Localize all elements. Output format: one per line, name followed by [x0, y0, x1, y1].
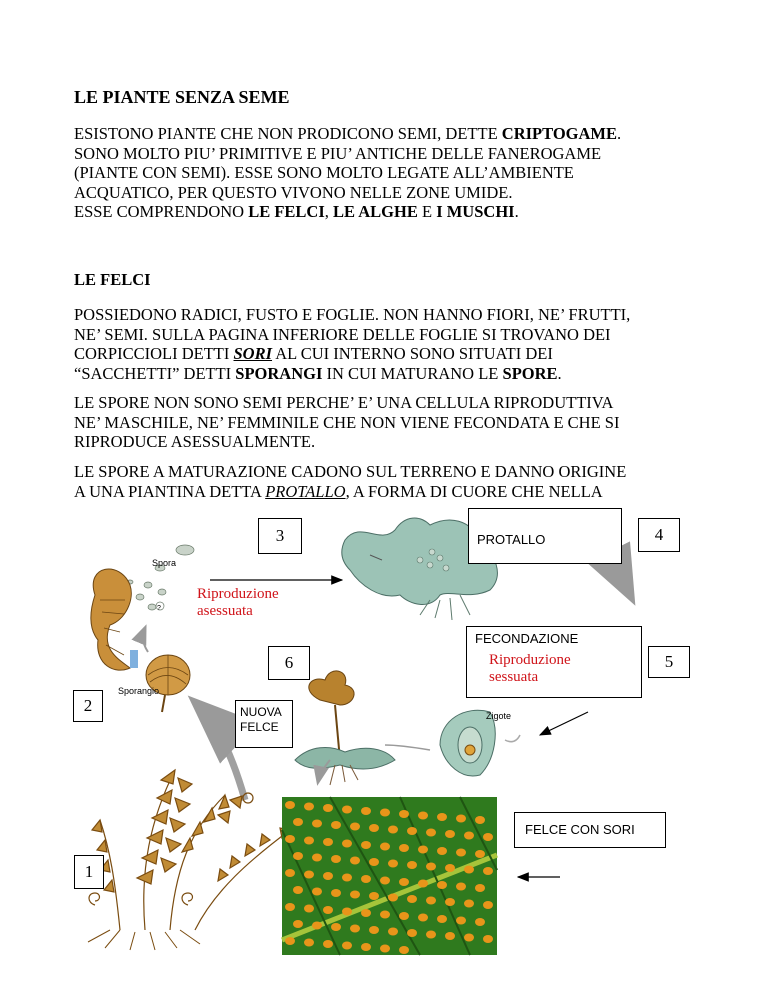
sorus-dot [380, 877, 390, 885]
sorus-dot [331, 889, 341, 897]
zygote-arrow [505, 735, 520, 742]
arrow-sporangium-to-spore [143, 628, 148, 652]
sorus-dot [399, 810, 409, 818]
sorus-dot [312, 820, 322, 828]
sorus-dot [304, 803, 314, 811]
sorus-dot [342, 840, 352, 848]
sorus-dot [426, 897, 436, 905]
sorus-dot [312, 922, 322, 930]
sorus-dot [475, 918, 485, 926]
sorus-dot [285, 869, 295, 877]
sorus-dot [426, 931, 436, 939]
sorus-dot [445, 932, 455, 940]
sorus-dot [418, 914, 428, 922]
sorus-dot [418, 846, 428, 854]
sorus-dot [456, 815, 466, 823]
sorus-dot [426, 863, 436, 871]
sorus-dot [350, 891, 360, 899]
nuova-felce-box: NUOVA FELCE [235, 700, 293, 748]
sorus-dot [293, 886, 303, 894]
felce-con-sori-box: FELCE CON SORI [514, 812, 666, 848]
sorus-dot [456, 883, 466, 891]
protallo-box: PROTALLO [468, 508, 622, 564]
sorus-dot [418, 812, 428, 820]
sorus-dot [350, 857, 360, 865]
sorus-dot [464, 832, 474, 840]
sorus-dot [323, 804, 333, 812]
sorus-dot [388, 860, 398, 868]
fecondazione-box: FECONDAZIONE Riproduzione sessuata [466, 626, 642, 698]
zigote-label: Zigote [486, 711, 512, 721]
sorus-dot [399, 912, 409, 920]
sorus-dot [418, 880, 428, 888]
sorus-dot [369, 824, 379, 832]
sorus-dot [407, 861, 417, 869]
sorus-dot [475, 816, 485, 824]
sorus-dot [380, 809, 390, 817]
sorus-dot [323, 940, 333, 948]
sorus-dot [475, 850, 485, 858]
number-box-3: 3 [258, 518, 302, 554]
young-fern-illustration [295, 671, 395, 785]
adult-fern-illustration [88, 770, 290, 950]
spora-label: Spora [152, 558, 177, 568]
sorus-dot [293, 852, 303, 860]
asexual-reproduction-label: Riproduzione asessuata [197, 586, 279, 619]
sorus-dot [445, 830, 455, 838]
sorus-dot [388, 928, 398, 936]
sorus-dot [456, 917, 466, 925]
sorus-dot [399, 946, 409, 954]
sorus-dot [304, 871, 314, 879]
sporangio-label: Sporangio [118, 686, 160, 696]
sorus-dot [361, 943, 371, 951]
sorus-dot [293, 920, 303, 928]
number-box-5: 5 [648, 646, 690, 678]
sorus-dot [483, 867, 493, 875]
page-title: LE PIANTE SENZA SEME [74, 87, 290, 107]
sorus-dot [464, 900, 474, 908]
number-box-1: 1 [74, 855, 104, 889]
sorus-dot [388, 894, 398, 902]
sorus-dot [293, 818, 303, 826]
sorus-dot [342, 806, 352, 814]
sorus-dot [285, 937, 295, 945]
sorus-dot [331, 855, 341, 863]
number-box-2: 2 [73, 690, 103, 722]
sorus-dot [380, 911, 390, 919]
sorus-dot [350, 925, 360, 933]
sorus-dot [285, 903, 295, 911]
section-heading-felci: LE FELCI [74, 270, 151, 289]
sorus-dot [399, 878, 409, 886]
arrow-protallo-to-fecondazione [590, 560, 630, 595]
sorus-dot [312, 888, 322, 896]
sorus-dot [285, 801, 295, 809]
felci-paragraph: POSSIEDONO RADICI, FUSTO E FOGLIE. NON HANNO FIORI, NE’ FRUTTI, NE’ SEMI. SULLA PAGINA INFERIORE DELLE FOGLIE SI TROVANO DEI CORPICCIOLI DETTI SORI AL CUI INTERNO SONO SITUATI DEI “SACCHETTI” DETTI SPORANGI IN CUI MATURANO LE SPORE. [74, 305, 631, 383]
sorus-dot [350, 823, 360, 831]
sorus-dot [304, 939, 314, 947]
sorus-dot [323, 838, 333, 846]
number-box-6: 6 [268, 646, 310, 680]
arrow-zygote-to-fern [385, 745, 430, 750]
sorus-dot [437, 915, 447, 923]
sorus-dot [331, 821, 341, 829]
sorus-dot [342, 908, 352, 916]
sorus-dot [464, 866, 474, 874]
question-mark: ? [157, 605, 161, 612]
sorus-dot [437, 813, 447, 821]
opened-sporangium [91, 569, 131, 670]
sorus-dot [380, 843, 390, 851]
intro-paragraph: ESISTONO PIANTE CHE NON PRODICONO SEMI, DETTE CRIPTOGAME. SONO MOLTO PIU’ PRIMITIVE E PIU’ ANTICHE DELLE FANEROGAME (PIANTE CON SEMI). ESSE SONO MOLTO LEGATE ALL’AMBIENTE ACQUATICO, PER QUESTO VIVONO NELLE ZONE UMIDE. ESSE COMPRENDONO LE FELCI, LE ALGHE E I MUSCHI. [74, 124, 622, 221]
number-box-4: 4 [638, 518, 680, 552]
sorus-dot [369, 926, 379, 934]
sorus-dot [483, 935, 493, 943]
spore-cluster [127, 545, 194, 610]
sorus-dot [445, 898, 455, 906]
sorus-dot [399, 844, 409, 852]
sorus-dot [407, 929, 417, 937]
sorus-dot [380, 945, 390, 953]
sorus-dot [426, 829, 436, 837]
closed-sporangium [146, 655, 190, 712]
sorus-dot [361, 841, 371, 849]
sorus-dot [437, 847, 447, 855]
sorus-dot [483, 901, 493, 909]
sorus-dot [361, 875, 371, 883]
sorus-dot [323, 872, 333, 880]
sorus-dot [475, 884, 485, 892]
sorus-dot [361, 807, 371, 815]
sorus-dot [437, 881, 447, 889]
spore-paragraph: LE SPORE NON SONO SEMI PERCHE’ E’ UNA CELLULA RIPRODUTTIVA NE’ MASCHILE, NE’ FEMMINILE CHE NON VIENE FECONDATA E CHE SI RIPRODUCE ASESSUALMENTE. [74, 393, 620, 451]
sorus-dot [304, 905, 314, 913]
protallo-paragraph: LE SPORE A MATURAZIONE CADONO SUL TERRENO E DANNO ORIGINE A UNA PIANTINA DETTA PROTALLO, A FORMA DI CUORE CHE NELLA [74, 462, 627, 501]
sorus-dot [456, 849, 466, 857]
sorus-dot [285, 835, 295, 843]
sorus-dot [342, 942, 352, 950]
sorus-dot [483, 833, 493, 841]
blue-marker [130, 650, 138, 668]
sorus-dot [407, 827, 417, 835]
sorus-dot [361, 909, 371, 917]
sorus-dot [407, 895, 417, 903]
arrow-to-zygote [540, 712, 588, 735]
sorus-dot [369, 858, 379, 866]
sorus-dot [342, 874, 352, 882]
sorus-dot [304, 837, 314, 845]
sorus-dot [323, 906, 333, 914]
sorus-dot [331, 923, 341, 931]
sorus-dot [312, 854, 322, 862]
sorus-dot [445, 864, 455, 872]
sorus-dot [369, 892, 379, 900]
sorus-dot [388, 826, 398, 834]
sorus-dot [464, 934, 474, 942]
